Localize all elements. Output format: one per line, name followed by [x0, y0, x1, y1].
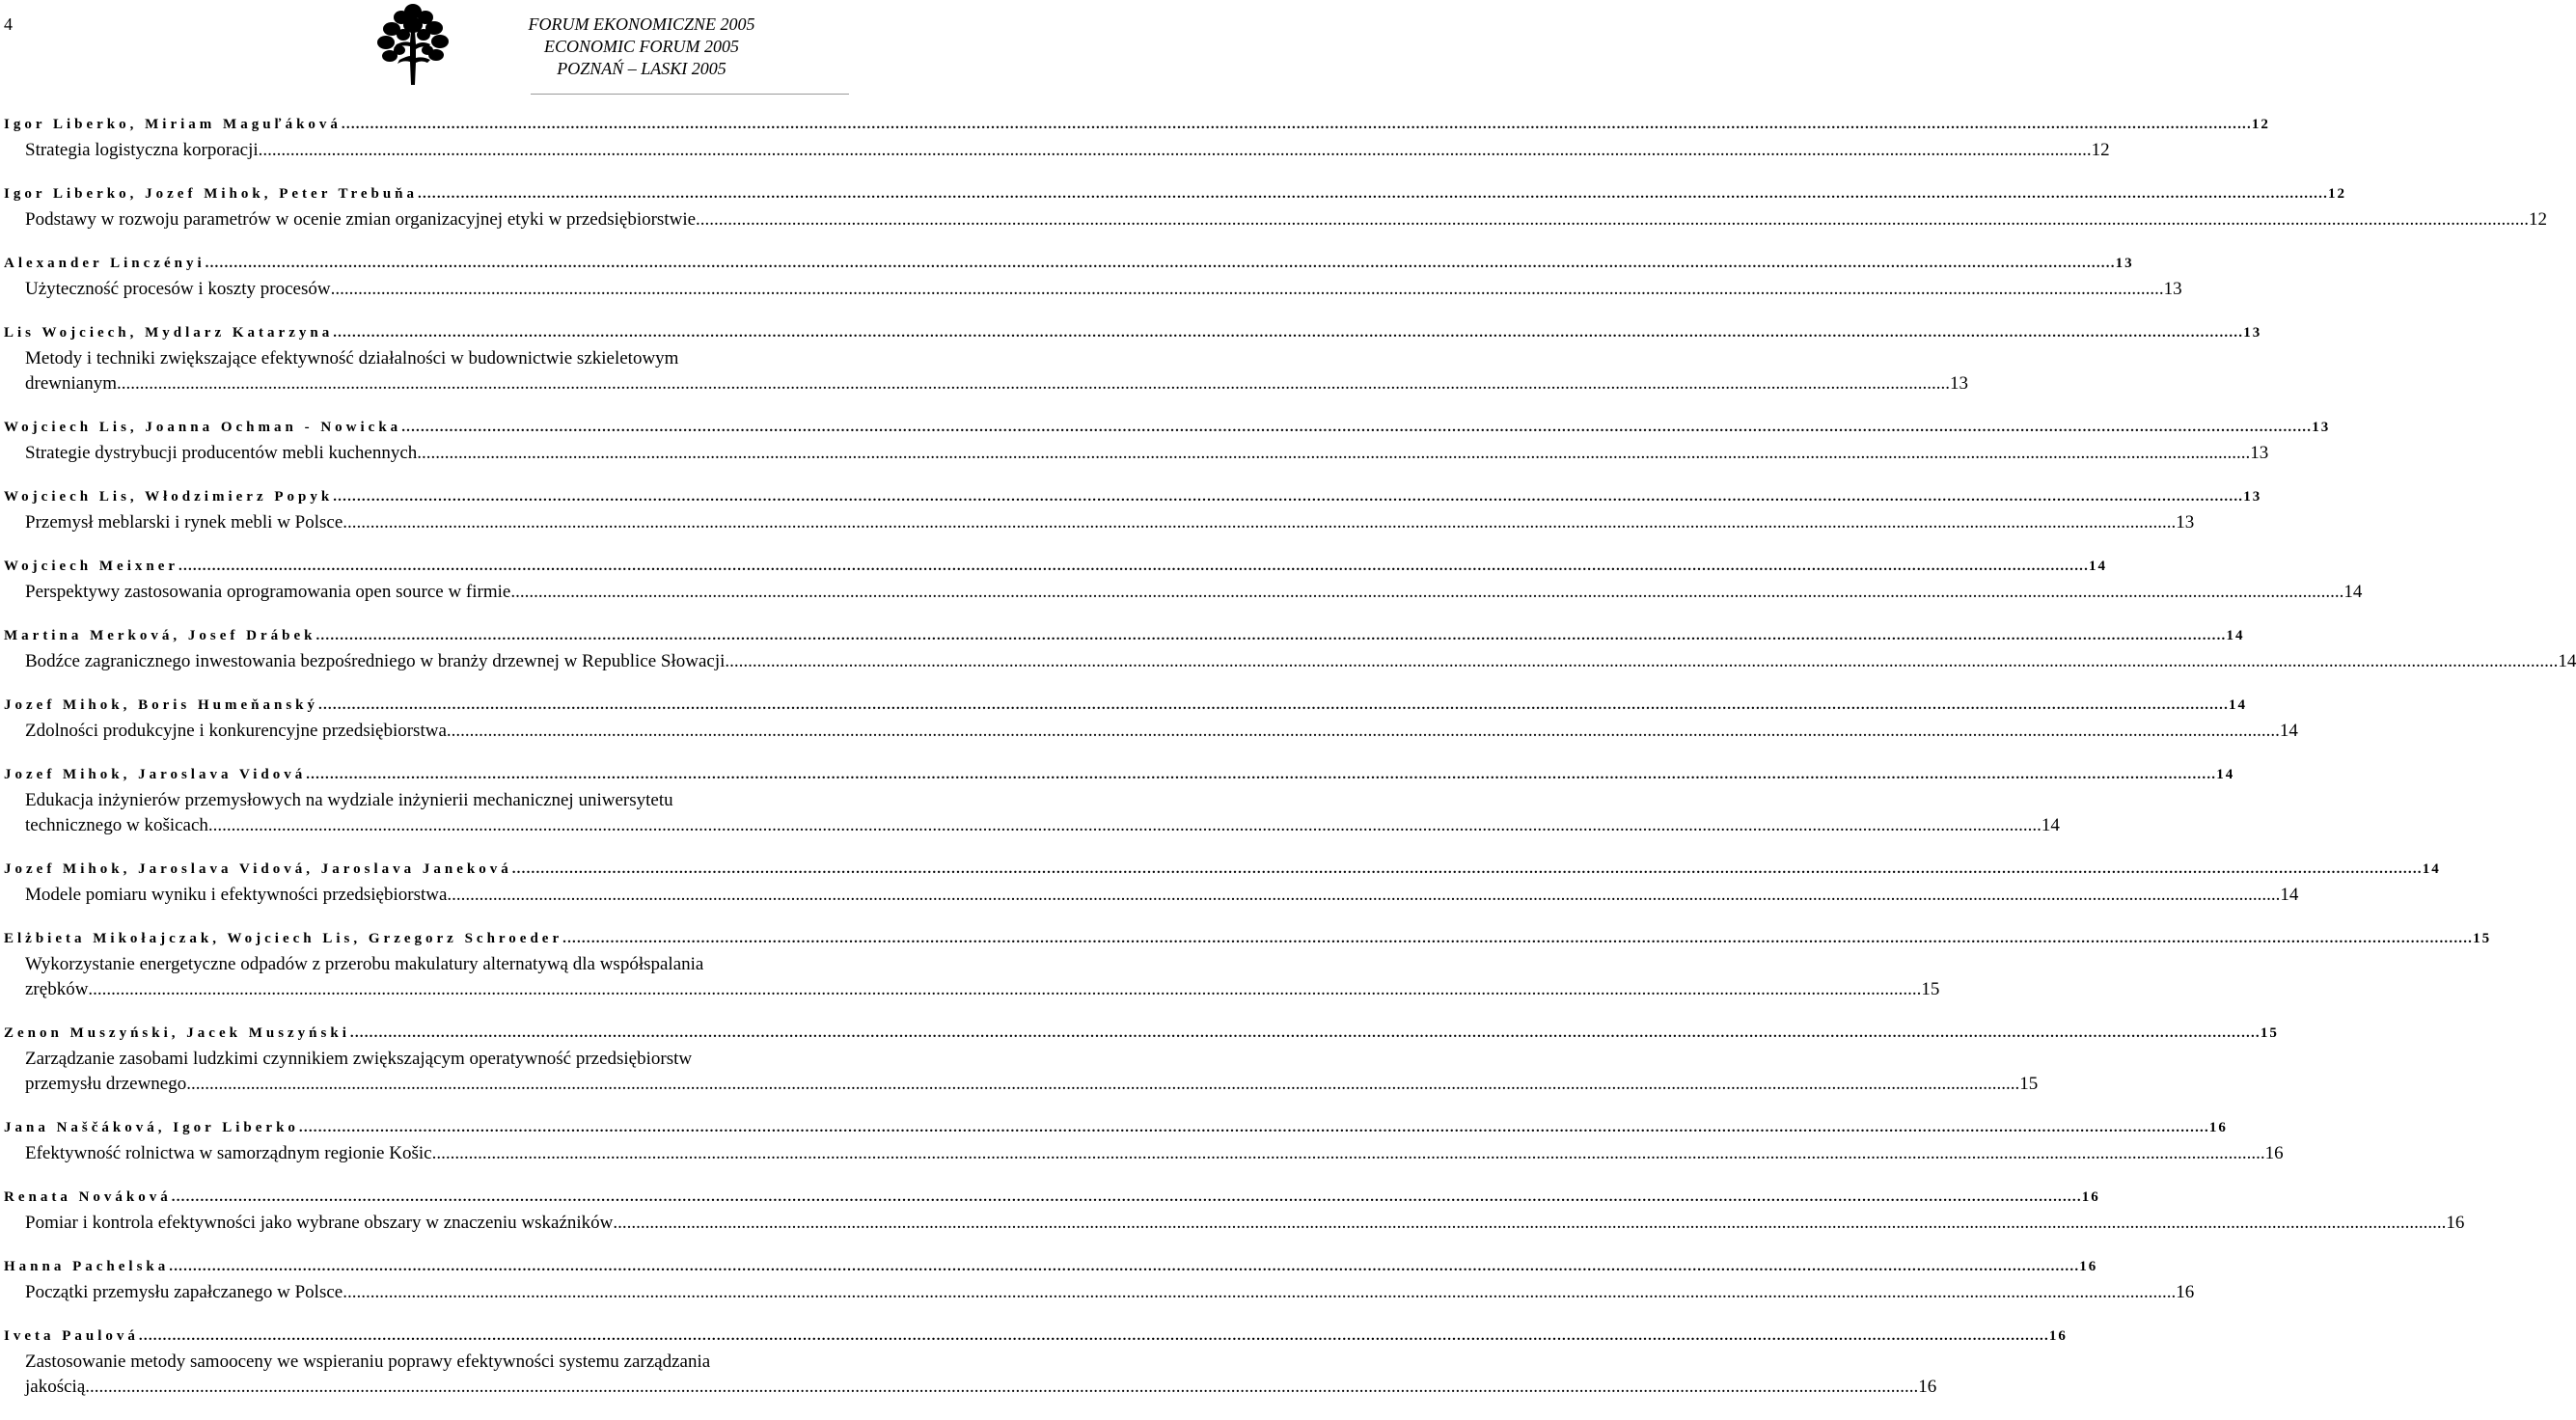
author-names: Jozef Mihok, Jaroslava Vidová, Jaroslava Janeková [4, 861, 512, 877]
title-text-line: Zastosowanie metody samooceny we wspieraniu poprawy efektywności systemu zarządzania [25, 1352, 711, 1372]
toc-title[interactable] [25, 1047, 2039, 1097]
title-text: drewnianym [25, 373, 117, 394]
dot-leader: ................................................................................................................................................................................................................................................................................................................................................................................................................ [341, 117, 2252, 132]
title-text: Podstawy w rozwoju parametrów w ocenie zmian organizacyjnej etyki w przedsiębiorstwie [25, 209, 697, 230]
title-page-number: 16 [1918, 1377, 1937, 1397]
title-last-line [25, 510, 2195, 535]
author-page-number: 15 [2473, 931, 2492, 946]
toc-title[interactable] [25, 883, 2299, 908]
author-names: Jana Naščáková, Igor Liberko [4, 1120, 299, 1135]
title-page-number: 16 [2446, 1213, 2465, 1233]
author-page-number: 13 [2243, 489, 2262, 505]
dot-leader: ................................................................................................................................................................................................................................................................................................................................................................................................................ [318, 697, 2230, 713]
dot-leader: ................................................................................................................................................................................................................................................................................................................................................................................................................ [205, 256, 2116, 271]
title-text: Efektywność rolnictwa w samorządnym regionie Košic [25, 1143, 432, 1163]
author-page-number: 14 [2226, 628, 2245, 643]
author-page-number: 14 [2229, 697, 2248, 713]
title-text: technicznego w košicach [25, 815, 208, 835]
toc-title[interactable] [25, 441, 2269, 466]
title-page-number: 13 [1949, 373, 1968, 394]
author-page-number: 13 [2243, 325, 2262, 341]
title-page-number: 15 [1921, 979, 1940, 999]
header-line-3: POZNAŃ – LASKI 2005 [557, 59, 726, 78]
page-number: 4 [4, 14, 13, 34]
title-page-number: 16 [2176, 1282, 2195, 1302]
author-names: Igor Liberko, Miriam Maguľáková [4, 117, 342, 132]
header-line-1: FORUM EKONOMICZNE 2005 [528, 14, 755, 34]
title-text-line: Edukacja inżynierów przemysłowych na wydziale inżynierii mechanicznej uniwersytetu [25, 790, 673, 810]
toc-title[interactable] [25, 138, 2110, 163]
toc-author-line[interactable] [4, 256, 2134, 272]
title-last-line [25, 1141, 2284, 1166]
title-text: jakością [25, 1377, 86, 1397]
toc-author-line[interactable] [4, 697, 2248, 714]
oak-tree-icon [374, 2, 452, 87]
author-names: Igor Liberko, Jozef Mihok, Peter Trebuňa [4, 186, 419, 202]
dot-leader: ................................................................................................................................................................................................................................................................................................................................................................................................................ [171, 1189, 2082, 1205]
dot-leader: ................................................................................................................................................................................................................................................................................................................................................................................................................ [85, 1377, 1919, 1397]
title-page-number: 13 [2163, 279, 2182, 299]
title-text: Początki przemysłu zapałczanego w Polsce [25, 1282, 343, 1302]
dot-leader: ................................................................................................................................................................................................................................................................................................................................................................................................................ [315, 628, 2227, 643]
toc-author-line[interactable] [4, 1328, 2068, 1345]
author-page-number: 15 [2260, 1025, 2279, 1041]
dot-leader: ................................................................................................................................................................................................................................................................................................................................................................................................................ [306, 767, 2217, 782]
dot-leader: ................................................................................................................................................................................................................................................................................................................................................................................................................ [447, 885, 2281, 905]
title-page-number: 15 [2019, 1074, 2039, 1094]
author-names: Iveta Paulová [4, 1328, 139, 1344]
dot-leader: ................................................................................................................................................................................................................................................................................................................................................................................................................ [725, 651, 2559, 671]
toc-author-line[interactable] [4, 420, 2331, 436]
title-text-line: Wykorzystanie energetyczne odpadów z przerobu makulatury alternatywą dla współspalania [25, 954, 704, 974]
author-names: Elżbieta Mikołajczak, Wojciech Lis, Grzegorz Schroeder [4, 931, 563, 946]
dot-leader: ................................................................................................................................................................................................................................................................................................................................................................................................................ [562, 931, 2474, 946]
dot-leader: ................................................................................................................................................................................................................................................................................................................................................................................................................ [186, 1074, 2020, 1094]
title-text: zrębków [25, 979, 89, 999]
conference-header [511, 14, 772, 80]
title-last-line [25, 371, 1968, 396]
dot-leader: ................................................................................................................................................................................................................................................................................................................................................................................................................ [343, 512, 2177, 532]
author-page-number: 13 [2115, 256, 2134, 271]
dot-leader: ................................................................................................................................................................................................................................................................................................................................................................................................................ [333, 489, 2244, 505]
author-names: Jozef Mihok, Boris Humeňanský [4, 697, 319, 713]
title-text: Przemysł meblarski i rynek mebli w Polsce [25, 512, 343, 532]
author-names: Renata Nováková [4, 1189, 172, 1205]
dot-leader: ................................................................................................................................................................................................................................................................................................................................................................................................................ [446, 721, 2280, 741]
dot-leader: ................................................................................................................................................................................................................................................................................................................................................................................................................ [258, 140, 2092, 160]
title-last-line [25, 719, 2298, 744]
dot-leader: ................................................................................................................................................................................................................................................................................................................................................................................................................ [401, 420, 2313, 435]
toc-author-line[interactable] [4, 186, 2347, 203]
toc-title[interactable] [25, 1141, 2284, 1166]
title-page-number: 13 [2176, 512, 2195, 532]
toc-author-line[interactable] [4, 117, 2270, 133]
author-page-number: 16 [2079, 1259, 2098, 1274]
title-page-number: 14 [2279, 721, 2298, 741]
toc-title[interactable] [25, 1350, 1937, 1400]
title-last-line [25, 138, 2110, 163]
dot-leader: ................................................................................................................................................................................................................................................................................................................................................................................................................ [178, 559, 2090, 574]
title-last-line [25, 649, 2576, 674]
toc-title[interactable] [25, 580, 2363, 605]
author-page-number: 14 [2089, 559, 2108, 574]
title-page-number: 16 [2264, 1143, 2284, 1163]
toc-author-line[interactable] [4, 861, 2441, 878]
dot-leader: ................................................................................................................................................................................................................................................................................................................................................................................................................ [330, 279, 2164, 299]
dot-leader: ................................................................................................................................................................................................................................................................................................................................................................................................................ [696, 209, 2530, 230]
title-last-line [25, 1375, 1937, 1400]
title-text-line: Metody i techniki zwiększające efektywność działalności w budownictwie szkieletowym [25, 348, 679, 369]
title-page-number: 14 [2558, 651, 2576, 671]
title-text: Bodźce zagranicznego inwestowania bezpośredniego w branży drzewnej w Republice Słowacji [25, 651, 726, 671]
dot-leader: ................................................................................................................................................................................................................................................................................................................................................................................................................ [511, 861, 2423, 877]
title-text: Użyteczność procesów i koszty procesów [25, 279, 331, 299]
dot-leader: ................................................................................................................................................................................................................................................................................................................................................................................................................ [169, 1259, 2080, 1274]
toc-title[interactable] [25, 207, 2548, 232]
dot-leader: ................................................................................................................................................................................................................................................................................................................................................................................................................ [349, 1025, 2261, 1041]
toc-author-line[interactable] [4, 767, 2235, 783]
title-last-line [25, 441, 2269, 466]
author-page-number: 16 [2048, 1328, 2068, 1344]
author-page-number: 12 [2328, 186, 2347, 202]
title-page-number: 12 [2091, 140, 2110, 160]
toc-author-line[interactable] [4, 559, 2108, 575]
toc-title[interactable] [25, 788, 2060, 838]
toc-title[interactable] [25, 1211, 2465, 1236]
dot-leader: ................................................................................................................................................................................................................................................................................................................................................................................................................ [88, 979, 1922, 999]
title-last-line [25, 580, 2363, 605]
toc-title[interactable] [25, 277, 2182, 302]
author-names: Hanna Pachelska [4, 1259, 170, 1274]
author-page-number: 14 [2422, 861, 2441, 877]
toc-title[interactable] [25, 1280, 2195, 1305]
author-page-number: 16 [2208, 1120, 2228, 1135]
toc-author-line[interactable] [4, 1120, 2228, 1136]
toc-title[interactable] [25, 649, 2576, 674]
title-text-line: Zarządzanie zasobami ludzkimi czynnikiem zwiększającym operatywność przedsiębiorstw [25, 1049, 693, 1069]
title-page-number: 14 [2280, 885, 2299, 905]
toc-title[interactable] [25, 952, 1940, 1002]
author-names: Jozef Mihok, Jaroslava Vidová [4, 767, 307, 782]
header-rule [531, 94, 849, 95]
title-text: Zdolności produkcyjne i konkurencyjne przedsiębiorstwa [25, 721, 447, 741]
author-names: Wojciech Lis, Włodzimierz Popyk [4, 489, 334, 505]
title-page-number: 13 [2250, 443, 2269, 463]
dot-leader: ................................................................................................................................................................................................................................................................................................................................................................................................................ [298, 1120, 2209, 1135]
title-page-number: 12 [2529, 209, 2548, 230]
author-names: Zenon Muszyński, Jacek Muszyński [4, 1025, 350, 1041]
title-page-number: 14 [2041, 815, 2060, 835]
dot-leader: ................................................................................................................................................................................................................................................................................................................................................................................................................ [417, 443, 2251, 463]
toc-author-line[interactable] [4, 325, 2262, 341]
dot-leader: ................................................................................................................................................................................................................................................................................................................................................................................................................ [138, 1328, 2049, 1344]
author-page-number: 16 [2081, 1189, 2100, 1205]
dot-leader: ................................................................................................................................................................................................................................................................................................................................................................................................................ [207, 815, 2042, 835]
author-names: Alexander Linczényi [4, 256, 206, 271]
title-text: Perspektywy zastosowania oprogramowania open source w firmie [25, 582, 511, 602]
header-line-2: ECONOMIC FORUM 2005 [544, 37, 739, 56]
toc-title[interactable] [25, 510, 2195, 535]
toc-author-line[interactable] [4, 1189, 2100, 1206]
author-page-number: 12 [2251, 117, 2270, 132]
title-last-line [25, 813, 2060, 838]
toc-author-line[interactable] [4, 931, 2492, 947]
dot-leader: ................................................................................................................................................................................................................................................................................................................................................................................................................ [343, 1282, 2177, 1302]
title-last-line [25, 883, 2299, 908]
toc-author-line[interactable] [4, 628, 2245, 644]
author-names: Martina Merková, Josef Drábek [4, 628, 316, 643]
toc-author-line[interactable] [4, 1025, 2279, 1042]
dot-leader: ................................................................................................................................................................................................................................................................................................................................................................................................................ [418, 186, 2329, 202]
toc-author-line[interactable] [4, 489, 2262, 505]
title-last-line [25, 977, 1940, 1002]
title-page-number: 14 [2343, 582, 2363, 602]
author-names: Lis Wojciech, Mydlarz Katarzyna [4, 325, 334, 341]
author-names: Wojciech Lis, Joanna Ochman - Nowicka [4, 420, 402, 435]
dot-leader: ................................................................................................................................................................................................................................................................................................................................................................................................................ [613, 1213, 2447, 1233]
author-page-number: 14 [2216, 767, 2235, 782]
title-text: Pomiar i kontrola efektywności jako wybrane obszary w znaczeniu wskaźników [25, 1213, 614, 1233]
title-text: Modele pomiaru wyniku i efektywności przedsiębiorstwa [25, 885, 448, 905]
dot-leader: ................................................................................................................................................................................................................................................................................................................................................................................................................ [333, 325, 2244, 341]
title-last-line [25, 207, 2548, 232]
title-text: Strategia logistyczna korporacji [25, 140, 259, 160]
toc-title[interactable] [25, 719, 2298, 744]
toc-author-line[interactable] [4, 1259, 2098, 1275]
dot-leader: ................................................................................................................................................................................................................................................................................................................................................................................................................ [116, 373, 1950, 394]
dot-leader: ................................................................................................................................................................................................................................................................................................................................................................................................................ [431, 1143, 2265, 1163]
title-text: przemysłu drzewnego [25, 1074, 187, 1094]
dot-leader: ................................................................................................................................................................................................................................................................................................................................................................................................................ [510, 582, 2344, 602]
title-last-line [25, 1280, 2195, 1305]
title-last-line [25, 1211, 2465, 1236]
title-text: Strategie dystrybucji producentów mebli kuchennych [25, 443, 418, 463]
title-last-line [25, 1072, 2039, 1097]
author-page-number: 13 [2312, 420, 2331, 435]
author-names: Wojciech Meixner [4, 559, 179, 574]
title-last-line [25, 277, 2182, 302]
toc-title[interactable] [25, 346, 1968, 396]
